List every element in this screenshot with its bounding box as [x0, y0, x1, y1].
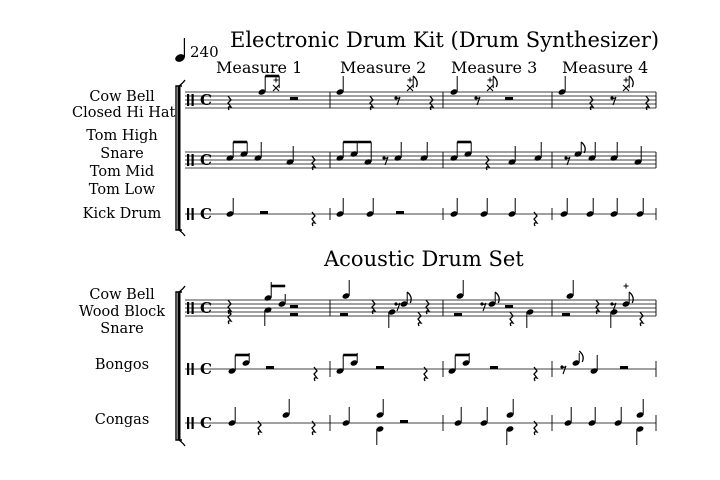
percussion-clef-icon [192, 363, 194, 375]
open-hihat-mark [488, 78, 493, 83]
instrument-name-kick-drum: Kick Drum [82, 206, 162, 222]
time-signature: C [200, 299, 212, 317]
eighth-rest [396, 303, 400, 311]
x-notehead [273, 85, 279, 91]
eighth-rest [482, 303, 486, 311]
time-signature: C [200, 151, 212, 169]
time-signature: C [200, 414, 212, 432]
instrument-name-tom-high: Tom High [86, 128, 158, 144]
system-bracket [179, 80, 185, 86]
half-rest [340, 313, 348, 316]
system-title-acoustic: Acoustic Drum Set [324, 247, 524, 271]
half-rest [562, 313, 570, 316]
percussion-clef-icon [192, 154, 194, 166]
x-notehead [487, 85, 493, 91]
half-rest [266, 366, 274, 369]
half-rest [505, 305, 513, 308]
instrument-name-snare-2: Snare [100, 321, 144, 337]
tempo-value: 240 [190, 43, 219, 61]
flag [581, 142, 585, 153]
instrument-name-congas: Congas [94, 412, 150, 428]
open-hihat-mark [624, 78, 629, 83]
instrument-name-cow-bell-2: Cow Bell [89, 287, 155, 303]
half-rest [376, 366, 384, 369]
percussion-clef-icon [192, 94, 194, 106]
flag [629, 292, 633, 303]
half-rest [290, 97, 298, 100]
open-hihat-mark [408, 78, 413, 83]
instrument-name-tom-low: Tom Low [88, 182, 156, 198]
half-rest [290, 313, 298, 316]
system-bracket [179, 440, 185, 446]
time-signature: C [200, 91, 212, 109]
half-rest [260, 211, 268, 214]
percussion-clef-icon [192, 302, 194, 314]
percussion-clef-icon [187, 302, 189, 314]
half-rest [290, 305, 298, 308]
percussion-clef-icon [187, 94, 189, 106]
flag [413, 76, 417, 87]
half-rest [490, 366, 498, 369]
quarter-rest [640, 312, 643, 326]
instrument-name-closed-hi-hat: Closed Hi Hat [72, 105, 176, 121]
instrument-name-tom-mid: Tom Mid [89, 164, 155, 180]
quarter-rest [510, 312, 513, 326]
measure-label-3: Measure 3 [451, 58, 538, 77]
percussion-clef-icon [187, 417, 189, 429]
time-signature: C [200, 205, 212, 223]
half-rest [396, 211, 404, 214]
percussion-clef-icon [187, 208, 189, 220]
system-title-electronic: Electronic Drum Kit (Drum Synthesizer) [230, 28, 660, 52]
percussion-clef-icon [187, 363, 189, 375]
eighth-rest [562, 366, 566, 374]
instrument-name-snare: Snare [100, 146, 144, 162]
instrument-name-cow-bell: Cow Bell [89, 89, 155, 105]
measure-label-4: Measure 4 [562, 58, 649, 77]
instrument-name-wood-block: Wood Block [78, 304, 166, 320]
flag [407, 292, 411, 303]
open-hihat-mark [624, 284, 629, 289]
flag [629, 76, 633, 87]
quarter-rest [418, 312, 421, 326]
half-rest [400, 420, 408, 423]
measure-label-2: Measure 2 [340, 58, 427, 77]
open-hihat-mark [274, 78, 279, 83]
half-rest [454, 313, 462, 316]
time-signature: C [200, 360, 212, 378]
flag [493, 76, 497, 87]
instrument-name-bongos: Bongos [94, 357, 150, 373]
measure-label-1: Measure 1 [216, 58, 303, 77]
system-bracket [179, 230, 185, 236]
percussion-clef-icon [192, 208, 194, 220]
half-rest [505, 97, 513, 100]
flag [495, 292, 499, 303]
system-bracket [179, 286, 185, 292]
percussion-clef-icon [187, 154, 189, 166]
flag [579, 351, 583, 362]
half-rest [620, 366, 628, 369]
percussion-clef-icon [192, 417, 194, 429]
x-notehead [407, 85, 413, 91]
x-notehead [623, 85, 629, 91]
